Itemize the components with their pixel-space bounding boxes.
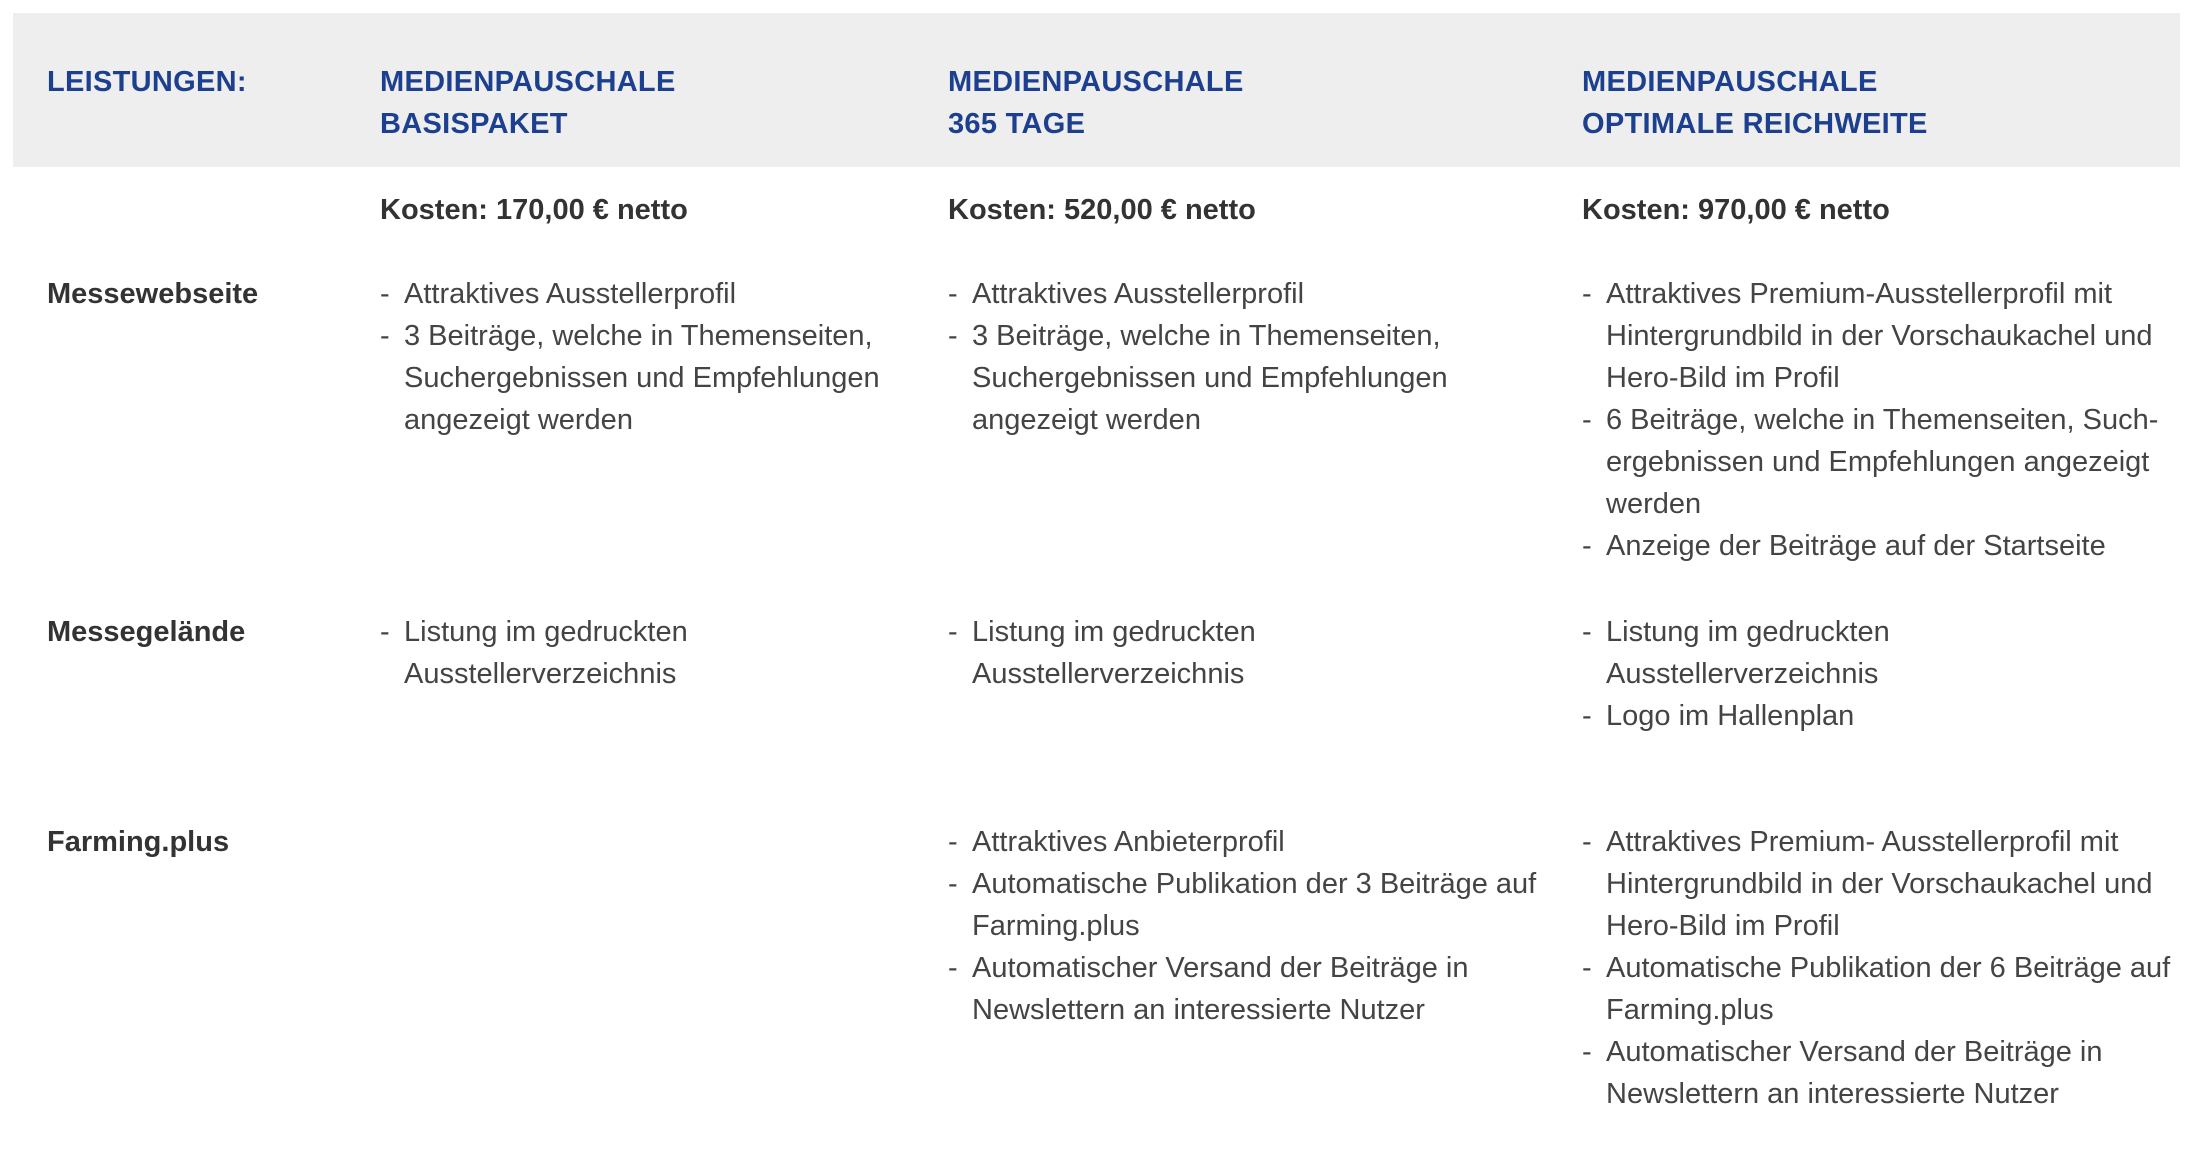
list-item: - Attraktives Premium-Ausstellerprofil mit Hintergrundbild in der Vorschaukachel und Hero-Bild im Profil bbox=[1582, 273, 2172, 399]
cell-list bbox=[380, 611, 760, 695]
list-item: - Listung im gedruckten Ausstellerverzeichnis bbox=[1582, 611, 1962, 695]
list-item: - Attraktives Ausstellerprofil bbox=[380, 273, 925, 315]
header-label-leistungen: LEISTUNGEN: bbox=[47, 66, 247, 98]
row-label-messewebseite: Messewebseite bbox=[47, 278, 259, 310]
list-item: - Anzeige der Beiträge auf der Startseite bbox=[1582, 525, 2172, 567]
cell-list bbox=[948, 273, 1548, 441]
list-item: - 3 Beiträge, welche in Themenseiten, Suchergebnissen und Empfehlungen angezeigt werden bbox=[948, 315, 1548, 441]
cost-optimale-reichweite: Kosten: 970,00 € netto bbox=[1582, 194, 1890, 226]
list-item: - Attraktives Premium- Ausstellerprofil mit Hintergrundbild in der Vorschaukachel und Hero-Bild im Profil bbox=[1582, 821, 2172, 947]
list-item: - 3 Beiträge, welche in Themenseiten, Suchergebnissen und Empfehlungen angezeigt werden bbox=[380, 315, 925, 441]
list-item: - Listung im gedruckten Ausstellerverzeichnis bbox=[380, 611, 760, 695]
list-item: - Automatische Publikation der 6 Beiträge auf Farming.plus bbox=[1582, 947, 2172, 1031]
list-item: - Logo im Hallenplan bbox=[1582, 695, 1962, 737]
list-item: - Listung im gedruckten Ausstellerverzeichnis bbox=[948, 611, 1328, 695]
row-label-messegelaende: Messegelände bbox=[47, 616, 246, 648]
list-item: - Automatischer Versand der Beiträge in Newslettern an interessierte Nutzer bbox=[1582, 1031, 2172, 1115]
list-item: - Automatische Publikation der 3 Beiträge auf Farming.plus bbox=[948, 863, 1548, 947]
header-package-basispaket bbox=[380, 61, 676, 145]
row-label-farming-plus: Farming.plus bbox=[47, 826, 230, 858]
cell-list bbox=[948, 821, 1548, 1031]
package-line1: MEDIENPAUSCHALE bbox=[948, 66, 1244, 98]
package-line2: 365 TAGE bbox=[948, 108, 1086, 140]
list-item: - Automatischer Versand der Beiträge in Newslettern an interessierte Nutzer bbox=[948, 947, 1548, 1031]
package-line2: OPTIMALE REICHWEITE bbox=[1582, 108, 1928, 140]
cell-list bbox=[380, 273, 925, 441]
header-package-optimale-reichweite bbox=[1582, 61, 1928, 145]
cell-list bbox=[1582, 273, 2172, 567]
package-line1: MEDIENPAUSCHALE bbox=[1582, 66, 1878, 98]
package-line1: MEDIENPAUSCHALE bbox=[380, 66, 676, 98]
cell-list bbox=[948, 611, 1328, 695]
cost-365-tage: Kosten: 520,00 € netto bbox=[948, 194, 1256, 226]
list-item: - Attraktives Ausstellerprofil bbox=[948, 273, 1548, 315]
list-item: - 6 Beiträge, welche in Themenseiten, Such-ergebnissen und Empfehlungen angezeigt werden bbox=[1582, 399, 2172, 525]
cell-list bbox=[1582, 611, 1962, 737]
package-line2: BASISPAKET bbox=[380, 108, 568, 140]
cell-list bbox=[1582, 821, 2172, 1115]
cost-basispaket: Kosten: 170,00 € netto bbox=[380, 194, 688, 226]
list-item: - Attraktives Anbieterprofil bbox=[948, 821, 1548, 863]
header-package-365-tage bbox=[948, 61, 1244, 145]
